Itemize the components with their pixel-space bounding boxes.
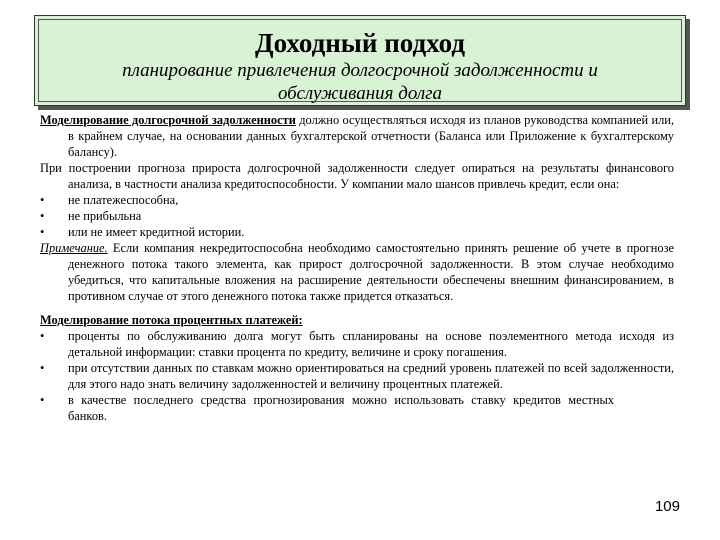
list-item-text: в качестве последнего средства прогнозирования можно использовать ставку кредитов местных банков.: [68, 393, 614, 423]
list-item-text: при отсутствии данных по ставкам можно ориентироваться на средний уровень платежей по всей задолженности, для этого надо знать величину задолженностей и величину процентных платежей.: [68, 361, 674, 391]
list-item: [40, 208, 674, 224]
section1-lead-heading: Моделирование долгосрочной задолженности: [40, 113, 296, 127]
list-item-text: или не имеет кредитной истории.: [68, 225, 245, 239]
bullet-icon: •: [40, 225, 45, 239]
bullet-icon: •: [40, 393, 45, 407]
note-label: Примечание.: [40, 241, 108, 255]
bullet-icon: •: [40, 209, 45, 223]
page-title: Доходный подход: [255, 28, 465, 58]
title-inner-frame: [38, 19, 682, 102]
section2-heading: Моделирование потока процентных платежей:: [40, 313, 303, 327]
page-number: 109: [654, 498, 680, 515]
title-box: [34, 15, 686, 106]
list-item: [40, 392, 674, 424]
note-text: Если компания некредитоспособна необходимо самостоятельно принять решение об учете в прогнозе денежного потока такого элемента, как прирост долгосрочной задолженности. В этом случае необходимо убедиться, что капитальные вложения на расширение деятельности обеспечены внешним финансированием, в противном случае от этого денежного потока также придется отказаться.: [68, 241, 674, 303]
bullet-icon: •: [40, 329, 45, 343]
list-item-text: не прибыльна: [68, 209, 142, 223]
bullet-icon: •: [40, 361, 45, 375]
section1-lead-text: должно осуществляться исходя из планов руководства компанией или, в крайнем случае, на основании данных бухгалтерской отчетности (Баланса или Приложение к бухгалтерскому балансу).: [68, 113, 674, 159]
list-item: [40, 192, 674, 208]
list-item: [40, 328, 674, 360]
slide-content: [40, 112, 674, 424]
section1-lead-paragraph: [40, 112, 674, 160]
list-item-text: не платежеспособна,: [68, 193, 179, 207]
section1-paragraph-2: При построении прогноза прироста долгосрочной задолженности следует опираться на результаты финансового анализа, в частности анализа кредитоспособности. У компании мало шансов привлечь кредит, если она:: [40, 161, 674, 191]
list-item-text: проценты по обслуживанию долга могут быть спланированы на основе поэлементного метода исходя из детальной информации: ставки процента по кредиту, величине и сроку погашения.: [68, 329, 674, 359]
list-item: [40, 224, 674, 240]
bullet-icon: •: [40, 193, 45, 207]
page-subtitle-line1: планирование привлечения долгосрочной задолженности и: [122, 60, 598, 81]
page-subtitle-line2: обслуживания долга: [277, 83, 443, 104]
section2-heading-paragraph: [40, 312, 674, 328]
list-item: [40, 360, 674, 392]
note-paragraph: [40, 240, 674, 304]
